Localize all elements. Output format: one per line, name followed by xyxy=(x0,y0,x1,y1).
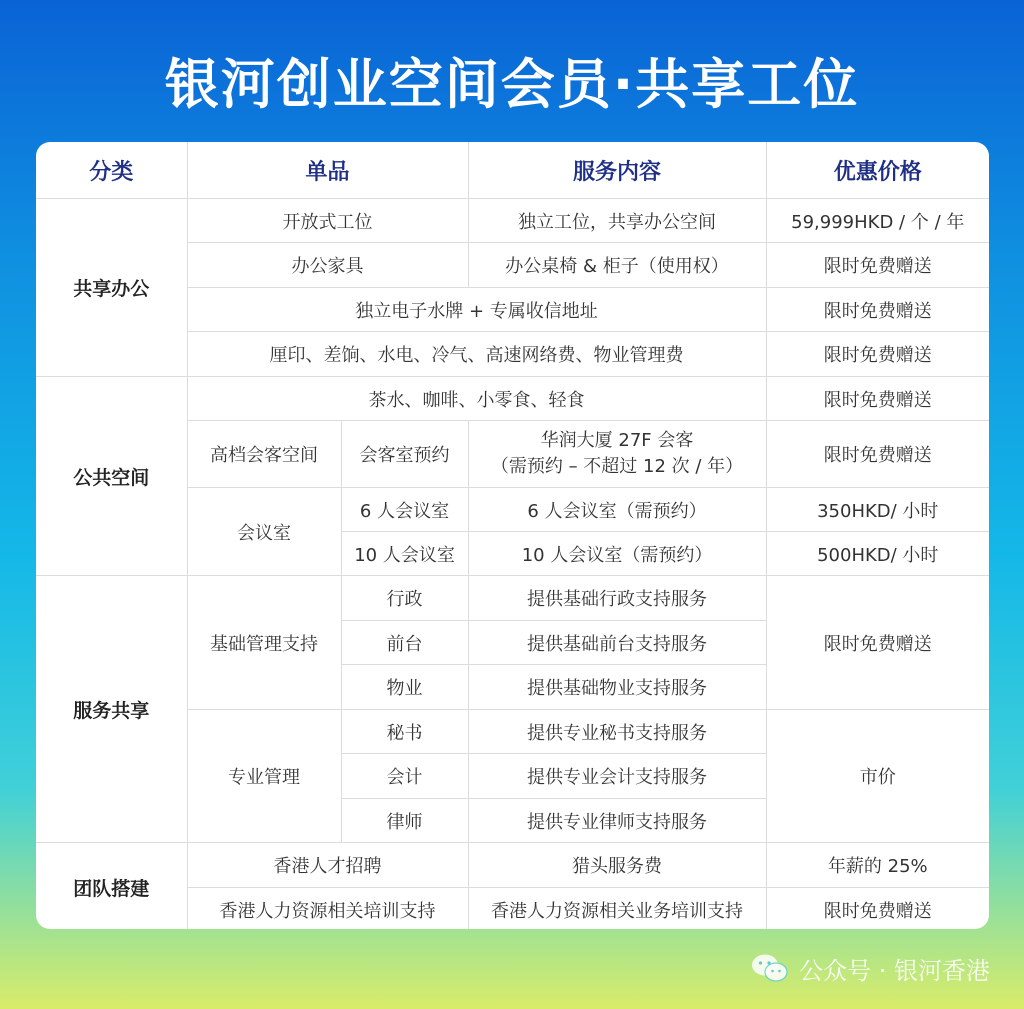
pricing-table xyxy=(36,142,989,929)
sub-item-cell: 物业 xyxy=(341,665,468,710)
merged-service-cell: 厘印、差饷、水电、冷气、高速网络费、物业管理费 xyxy=(187,332,766,377)
table-row xyxy=(36,377,989,421)
item-cell: 会议室 xyxy=(187,488,341,576)
sub-item-cell: 前台 xyxy=(341,621,468,665)
price-cell: 限时免费赠送 xyxy=(766,888,989,930)
price-cell: 59,999HKD / 个 / 年 xyxy=(766,199,989,243)
table-row xyxy=(36,843,989,888)
item-cell: 办公家具 xyxy=(187,243,468,288)
price-cell: 市价 xyxy=(766,710,989,843)
category-team: 团队搭建 xyxy=(36,843,187,930)
price-cell: 限时免费赠送 xyxy=(766,576,989,710)
header-price: 优惠价格 xyxy=(766,142,989,199)
price-cell: 限时免费赠送 xyxy=(766,377,989,421)
service-cell: 提供专业律师支持服务 xyxy=(468,799,766,843)
sub-item-cell: 会计 xyxy=(341,754,468,799)
service-cell: 提供基础前台支持服务 xyxy=(468,621,766,665)
page-title: 银河创业空间会员·共享工位 xyxy=(164,53,860,116)
service-cell: 提供专业会计支持服务 xyxy=(468,754,766,799)
service-cell: 提供基础行政支持服务 xyxy=(468,576,766,621)
service-cell xyxy=(468,421,766,488)
service-cell: 6 人会议室（需预约） xyxy=(468,488,766,532)
item-cell: 开放式工位 xyxy=(187,199,468,243)
sub-item-cell: 秘书 xyxy=(341,710,468,754)
table-row xyxy=(36,576,989,621)
price-cell: 限时免费赠送 xyxy=(766,288,989,332)
pricing-table-card xyxy=(36,142,989,929)
price-cell: 350HKD/ 小时 xyxy=(766,488,989,532)
item-cell: 专业管理 xyxy=(187,710,341,843)
price-cell: 500HKD/ 小时 xyxy=(766,532,989,576)
category-service-share: 服务共享 xyxy=(36,576,187,843)
service-line: （需预约 – 不超过 12 次 / 年） xyxy=(490,456,744,477)
table-row xyxy=(36,199,989,243)
price-cell: 年薪的 25% xyxy=(766,843,989,888)
merged-service-cell: 独立电子水牌 + 专属收信地址 xyxy=(187,288,766,332)
merged-service-cell: 茶水、咖啡、小零食、轻食 xyxy=(187,377,766,421)
header-service: 服务内容 xyxy=(468,142,766,199)
sub-item-cell: 律师 xyxy=(341,799,468,843)
category-public-space: 公共空间 xyxy=(36,377,187,576)
header-item: 单品 xyxy=(187,142,468,199)
service-cell: 提供专业秘书支持服务 xyxy=(468,710,766,754)
sub-item-cell: 行政 xyxy=(341,576,468,621)
price-cell: 限时免费赠送 xyxy=(766,332,989,377)
service-cell: 猎头服务费 xyxy=(468,843,766,888)
item-cell: 香港人才招聘 xyxy=(187,843,468,888)
footer-watermark xyxy=(751,948,990,988)
footer-text: 公众号 · 银河香港 xyxy=(799,956,990,985)
price-cell: 限时免费赠送 xyxy=(766,243,989,288)
wechat-icon xyxy=(751,953,789,983)
service-cell: 10 人会议室（需预约） xyxy=(468,532,766,576)
item-cell: 基础管理支持 xyxy=(187,576,341,710)
service-line: 华润大厦 27F 会客 xyxy=(540,430,694,451)
sub-item-cell: 10 人会议室 xyxy=(341,532,468,576)
sub-item-cell: 6 人会议室 xyxy=(341,488,468,532)
item-cell: 香港人力资源相关培训支持 xyxy=(187,888,468,930)
price-cell: 限时免费赠送 xyxy=(766,421,989,488)
service-cell: 提供基础物业支持服务 xyxy=(468,665,766,710)
service-cell: 香港人力资源相关业务培训支持 xyxy=(468,888,766,930)
header-category: 分类 xyxy=(36,142,187,199)
item-cell: 高档会客空间 xyxy=(187,421,341,488)
category-shared-office: 共享办公 xyxy=(36,199,187,377)
sub-item-cell: 会客室预约 xyxy=(341,421,468,488)
service-cell: 办公桌椅 & 柜子（使用权） xyxy=(468,243,766,288)
table-header-row xyxy=(36,142,989,199)
service-cell: 独立工位，共享办公空间 xyxy=(468,199,766,243)
